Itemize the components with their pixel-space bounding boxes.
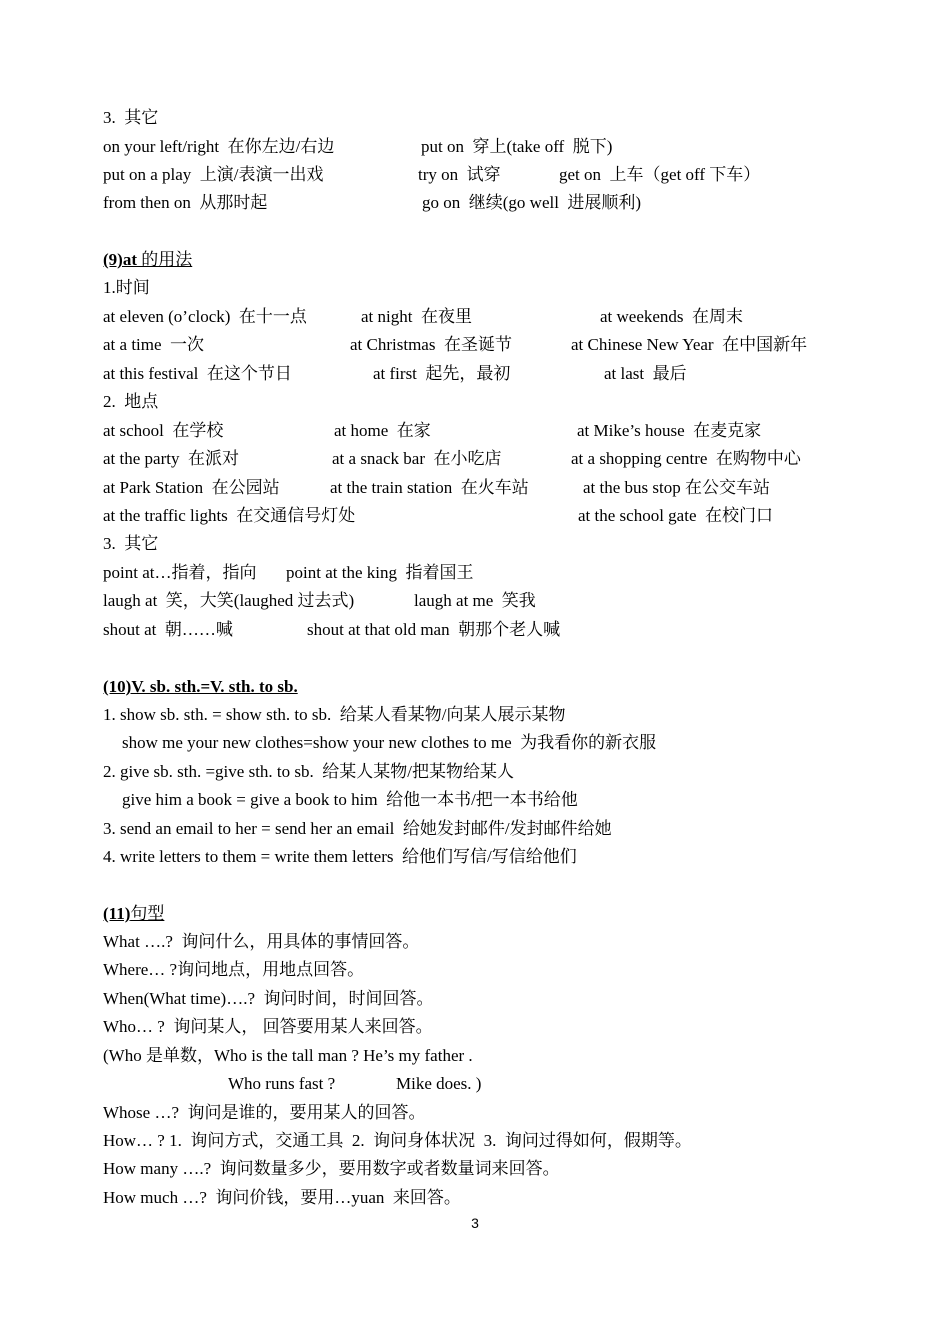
text-line: laugh at 笑，大笑(laughed 过去式) laugh at me 笑我	[103, 591, 536, 610]
text-line: at the party 在派对 at a snack bar 在小吃店 at a shopping centre 在购物中心	[103, 449, 801, 468]
page-number: 3	[471, 1215, 479, 1231]
text-line: at Park Station 在公园站 at the train station 在火车站 at the bus stop 在公交车站	[103, 478, 770, 497]
text-line: at eleven (o’clock) 在十一点 at night 在夜里 at weekends 在周末	[103, 307, 744, 326]
text-line: from then on 从那时起 go on 继续(go well 进展顺利)	[103, 193, 642, 212]
text-line: at this festival 在这个节日 at first 起先，最初 at last 最后	[103, 364, 687, 383]
section-title: (10)V. sb. sth.=V. sth. to sb.	[103, 677, 298, 696]
text-line: put on a play 上演/表演一出戏 try on 试穿 get on 上车（get off 下车）	[103, 165, 761, 184]
section-title: (11)句型	[103, 904, 165, 923]
section-title: (9)at 的用法	[103, 250, 193, 269]
text-line: at a time 一次 at Christmas 在圣诞节 at Chinese New Year 在中国新年	[103, 335, 808, 354]
text-line: shout at 朝……喊 shout at that old man 朝那个老人喊	[103, 620, 561, 639]
text-line: Who runs fast ? Mike does. )	[228, 1074, 482, 1093]
text-line: at the traffic lights 在交通信号灯处 at the school gate 在校门口	[103, 506, 773, 525]
text-line: at school 在学校 at home 在家 at Mike’s house 在麦克家	[103, 421, 762, 440]
text-line: point at…指着，指向 point at the king 指着国王	[103, 563, 474, 582]
text-line: on your left/right 在你左边/右边 put on 穿上(take off 脱下)	[103, 137, 613, 156]
